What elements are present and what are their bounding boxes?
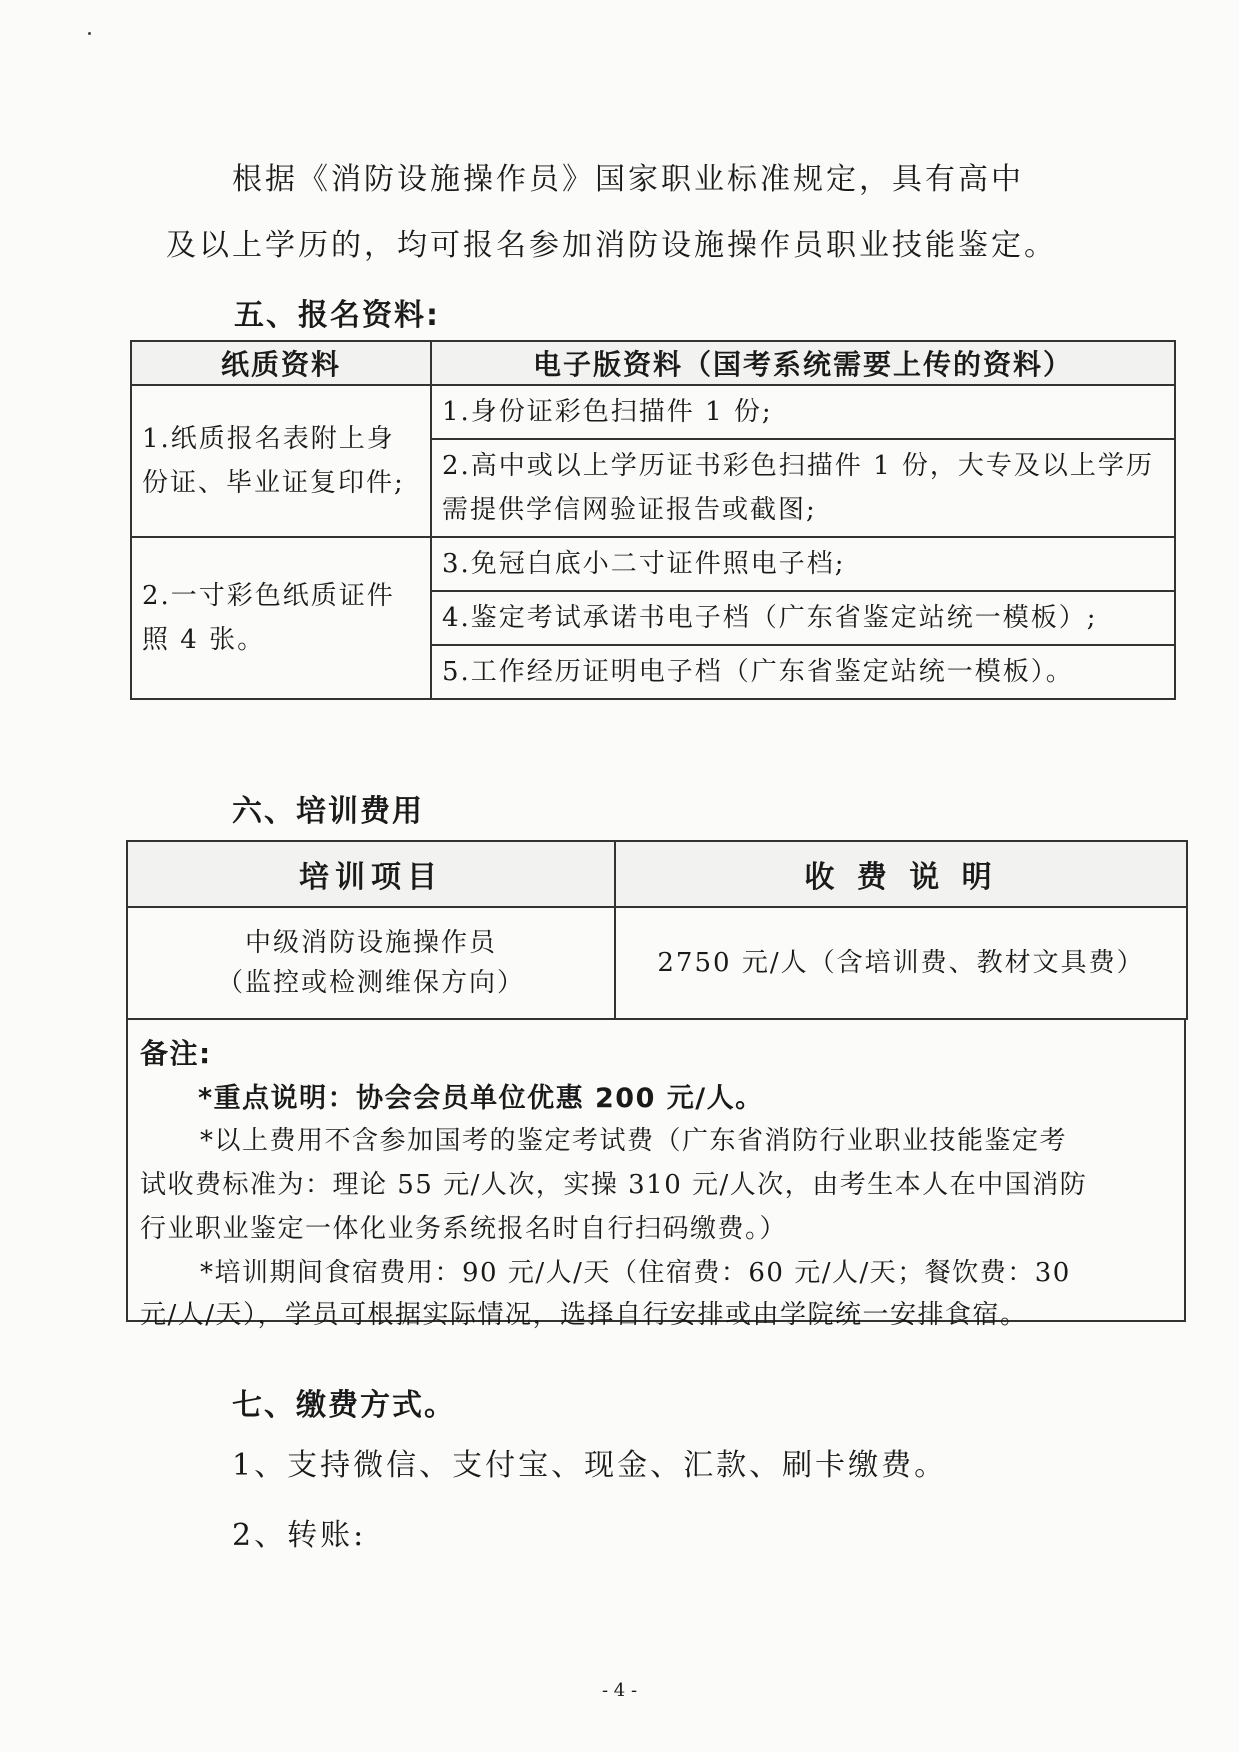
note-key: *重点说明：协会会员单位优惠 200 元/人。 [198, 1083, 764, 1114]
col-header-paper: 纸质资料 [131, 341, 431, 385]
paper-item-2: 2.一寸彩色纸质证件照 4 张。 [131, 537, 431, 699]
electronic-item-2: 2.高中或以上学历证书彩色扫描件 1 份，大专及以上学历需提供学信网验证报告或截图; [431, 439, 1175, 537]
notes-label: 备注: [140, 1037, 212, 1070]
training-item-name: 中级消防设施操作员 [244, 928, 497, 958]
training-item-direction: （监控或检测维保方向） [216, 968, 525, 998]
paper-item-1: 1.纸质报名表附上身份证、毕业证复印件; [131, 385, 431, 537]
training-item-cell [127, 907, 615, 1019]
intro-line-1: 根据《消防设施操作员》国家职业标准规定，具有高中 [232, 162, 1024, 197]
note-lodging-line-1: *培训期间食宿费用：90 元/人/天（住宿费：60 元/人/天；餐饮费：30 [200, 1258, 1071, 1288]
col-header-item: 培训项目 [127, 841, 615, 907]
electronic-item-1: 1.身份证彩色扫描件 1 份; [431, 385, 1175, 439]
electronic-item-3: 3.免冠白底小二寸证件照电子档; [431, 537, 1175, 591]
electronic-item-4: 4.鉴定考试承诺书电子档（广东省鉴定站统一模板）; [431, 591, 1175, 645]
training-fee-table [126, 840, 1188, 1020]
intro-line-2: 及以上学历的，均可报名参加消防设施操作员职业技能鉴定。 [166, 228, 1057, 263]
notes-box [126, 1018, 1186, 1330]
section-7-heading: 七、缴费方式。 [232, 1388, 456, 1423]
note-exam-fee-line-2: 试收费标准为：理论 55 元/人次，实操 310 元/人次，由考生本人在中国消防 [140, 1170, 1088, 1200]
electronic-item-5: 5.工作经历证明电子档（广东省鉴定站统一模板）。 [431, 645, 1175, 699]
registration-materials-table [130, 340, 1176, 700]
note-exam-fee-line-3: 行业职业鉴定一体化业务系统报名时自行扫码缴费。） [140, 1214, 788, 1244]
section-6-heading: 六、培训费用 [232, 794, 424, 829]
scan-speck [88, 32, 91, 35]
col-header-fee: 收 费 说 明 [615, 841, 1187, 907]
col-header-electronic: 电子版资料（国考系统需要上传的资料） [431, 341, 1175, 385]
payment-transfer: 2、转账: [232, 1518, 367, 1553]
note-exam-fee-line-1: *以上费用不含参加国考的鉴定考试费（广东省消防行业职业技能鉴定考 [200, 1126, 1068, 1156]
payment-methods: 1、支持微信、支付宝、现金、汇款、刷卡缴费。 [232, 1448, 948, 1483]
page-number: - 4 - [601, 1680, 638, 1701]
training-fee-cell: 2750 元/人（含培训费、教材文具费） [615, 907, 1187, 1019]
note-lodging-line-2: 元/人/天），学员可根据实际情况，选择自行安排或由学院统一安排食宿。 [140, 1300, 1028, 1330]
section-5-heading: 五、报名资料: [234, 298, 440, 333]
